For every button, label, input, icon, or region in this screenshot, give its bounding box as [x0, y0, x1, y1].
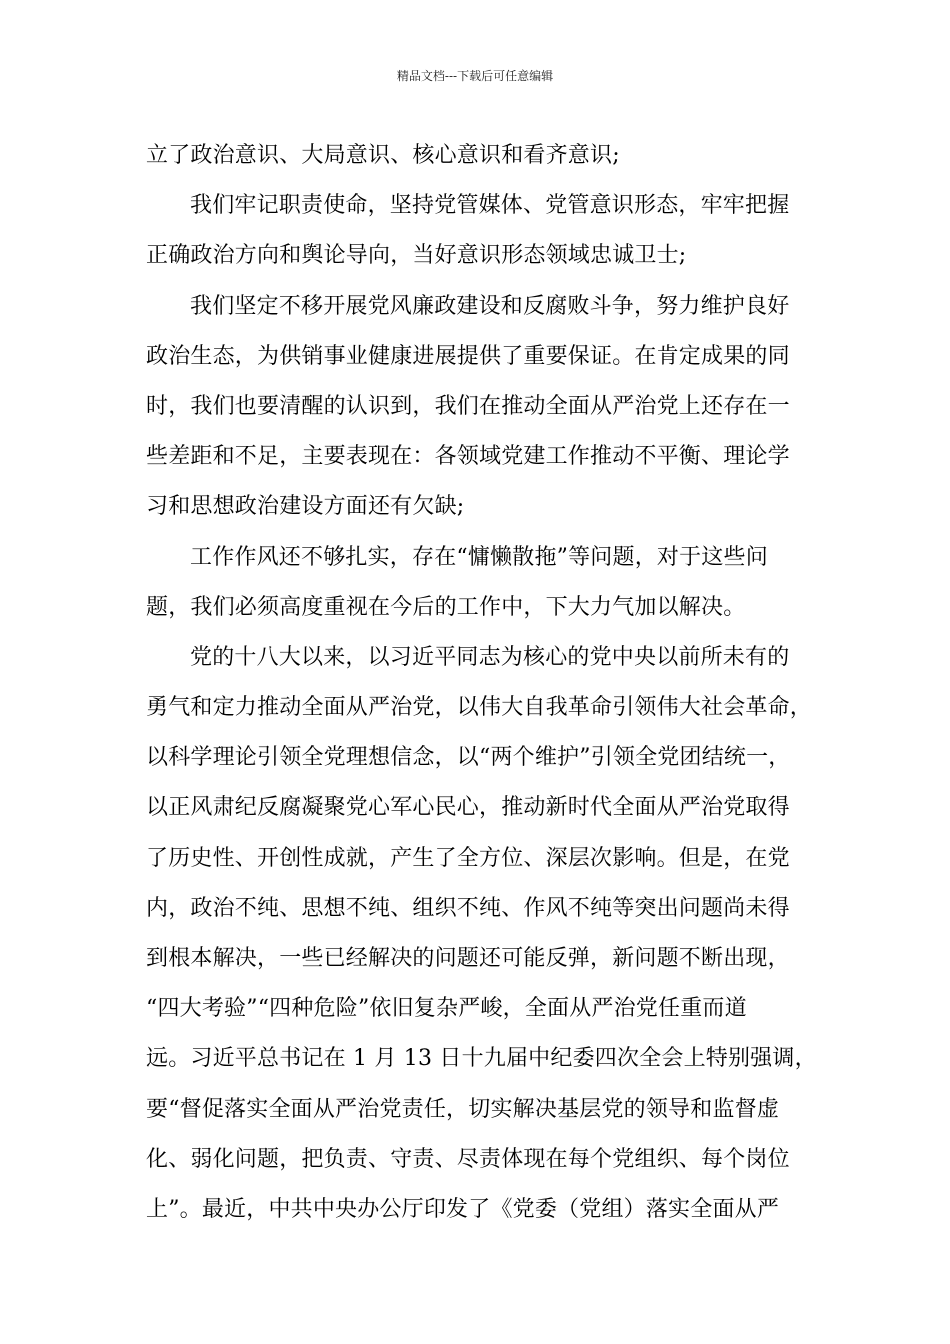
- text-line: 时，我们也要清醒的认识到，我们在推动全面从严治党上还存在一: [146, 393, 790, 419]
- text-line: 以科学理论引领全党理想信念，以“两个维护”引领全党团结统一，: [146, 745, 791, 771]
- text-line: 我们坚定不移开展党风廉政建设和反腐败斗争，努力维护良好: [190, 293, 790, 319]
- text-line: 我们牢记职责使命，坚持党管媒体、党管意识形态，牢牢把握: [190, 193, 790, 219]
- text-line: “四大考验”“四种危险”依旧复杂严峻，全面从严治党任重而道: [146, 996, 747, 1022]
- text-line: 化、弱化问题，把负责、守责、尽责体现在每个党组织、每个岗位: [146, 1146, 790, 1172]
- text-line: 了历史性、开创性成就，产生了全方位、深层次影响。但是，在党: [146, 845, 790, 871]
- text-line: 勇气和定力推动全面从严治党，以伟大自我革命引领伟大社会革命，: [146, 695, 813, 721]
- text-line: 正确政治方向和舆论导向，当好意识形态领域忠诚卫士;: [146, 243, 687, 269]
- text-line: 习和思想政治建设方面还有欠缺;: [146, 494, 465, 520]
- text-line: 政治生态，为供销事业健康进展提供了重要保证。在肯定成果的同: [146, 343, 790, 369]
- text-line: 党的十八大以来，以习近平同志为核心的党中央以前所未有的: [190, 644, 790, 670]
- text-line: 立了政治意识、大局意识、核心意识和看齐意识;: [146, 143, 620, 168]
- text-line: 题，我们必须高度重视在今后的工作中，下大力气加以解决。: [146, 594, 746, 620]
- text-line: 内，政治不纯、思想不纯、组织不纯、作风不纯等突出问题尚未得: [146, 895, 790, 921]
- page-header: 精品文档---下载后可任意编辑: [396, 69, 554, 83]
- text-line: 上”。最近，中共中央办公厅印发了《党委（党组）落实全面从严: [146, 1196, 780, 1222]
- document-body: [146, 131, 826, 1235]
- text-line: 到根本解决，一些已经解决的问题还可能反弹，新问题不断出现，: [146, 946, 790, 971]
- text-line: 要“督促落实全面从严治党责任，切实解决基层党的领导和监督虚: [146, 1096, 780, 1122]
- text-line: 远。习近平总书记在 1 月 13 日十九届中纪委四次全会上特别强调，: [146, 1046, 817, 1072]
- text-line: 工作作风还不够扎实，存在“慵懒散拖”等问题，对于这些问: [190, 544, 768, 570]
- text-line: 些差距和不足，主要表现在：各领域党建工作推动不平衡、理论学: [146, 444, 790, 470]
- text-line: 以正风肃纪反腐凝聚党心军心民心，推动新时代全面从严治党取得: [146, 795, 790, 821]
